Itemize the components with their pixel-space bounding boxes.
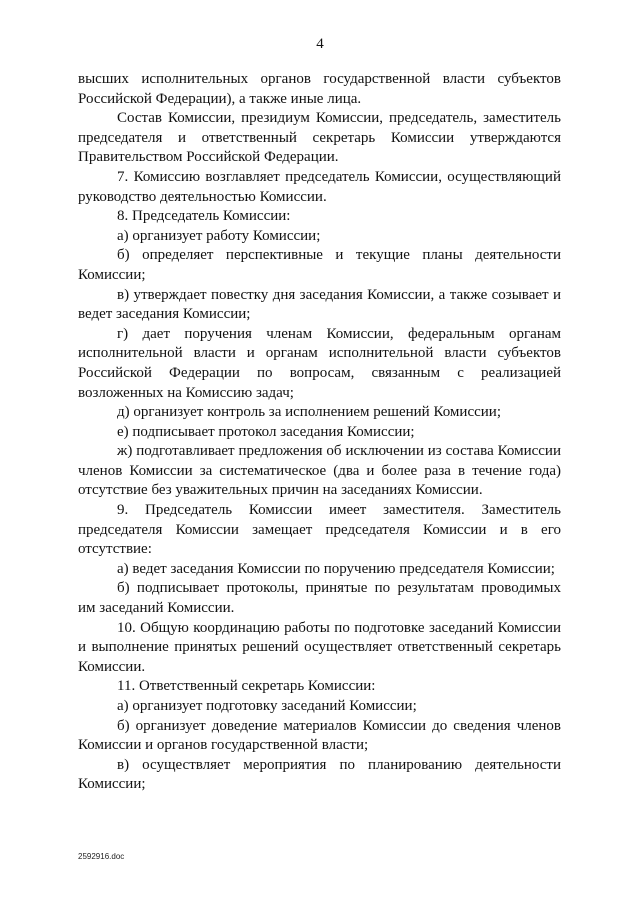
paragraph: 8. Председатель Комиссии: [117, 208, 291, 225]
paragraph: в) осуществляет мероприятия по планированию деятельности Комиссии; [78, 756, 561, 793]
paragraph: б) организует доведение материалов Комиссии до сведения членов Комиссии и органов государственной власти; [78, 717, 561, 754]
document-body [78, 70, 561, 795]
paragraph: а) организует работу Комиссии; [117, 227, 321, 244]
paragraph: высших исполнительных органов государственной власти субъектов Российской Федерации), а также иные лица. [78, 71, 561, 107]
paragraph: 11. Ответственный секретарь Комиссии: [117, 678, 376, 695]
paragraph: ж) подготавливает предложения об исключении из состава Комиссии членов Комиссии за систематическое (два и более раза в течение года) отсутствие без уважительных причин на заседаниях Комиссии. [78, 443, 561, 499]
paragraph: г) дает поручения членам Комиссии, федеральным органам исполнительной власти и органам исполнительной власти субъектов Российской Федерации по вопросам, связанным с реализацией возложенных на Комиссию задач; [78, 325, 561, 401]
paragraph: Состав Комиссии, президиум Комиссии, председатель, заместитель председателя и ответственный секретарь Комиссии утверждаются Правительством Российской Федерации. [78, 110, 561, 166]
page-number: 4 [316, 36, 324, 52]
footer-filename: 2592916.doc [78, 852, 125, 861]
paragraph: 7. Комиссию возглавляет председатель Комиссии, осуществляющий руководство деятельностью Комиссии. [78, 168, 561, 205]
paragraph: б) определяет перспективные и текущие планы деятельности Комиссии; [78, 247, 561, 283]
paragraph: 10. Общую координацию работы по подготовке заседаний Комиссии и выполнение принятых решений осуществляет ответственный секретарь Комиссии. [78, 619, 561, 675]
paragraph: а) ведет заседания Комиссии по поручению председателя Комиссии; [117, 560, 555, 577]
paragraph: в) утверждает повестку дня заседания Комиссии, а также созывает и ведет заседания Комиссии; [78, 286, 561, 323]
paragraph: 9. Председатель Комиссии имеет заместителя. Заместитель председателя Комиссии замещает председателя Комиссии и в его отсутствие: [78, 502, 561, 558]
paragraph: е) подписывает протокол заседания Комиссии; [117, 423, 415, 440]
paragraph: д) организует контроль за исполнением решений Комиссии; [117, 404, 501, 421]
paragraph: б) подписывает протоколы, принятые по результатам проводимых им заседаний Комиссии. [78, 580, 561, 617]
paragraph: а) организует подготовку заседаний Комиссии; [117, 698, 417, 714]
